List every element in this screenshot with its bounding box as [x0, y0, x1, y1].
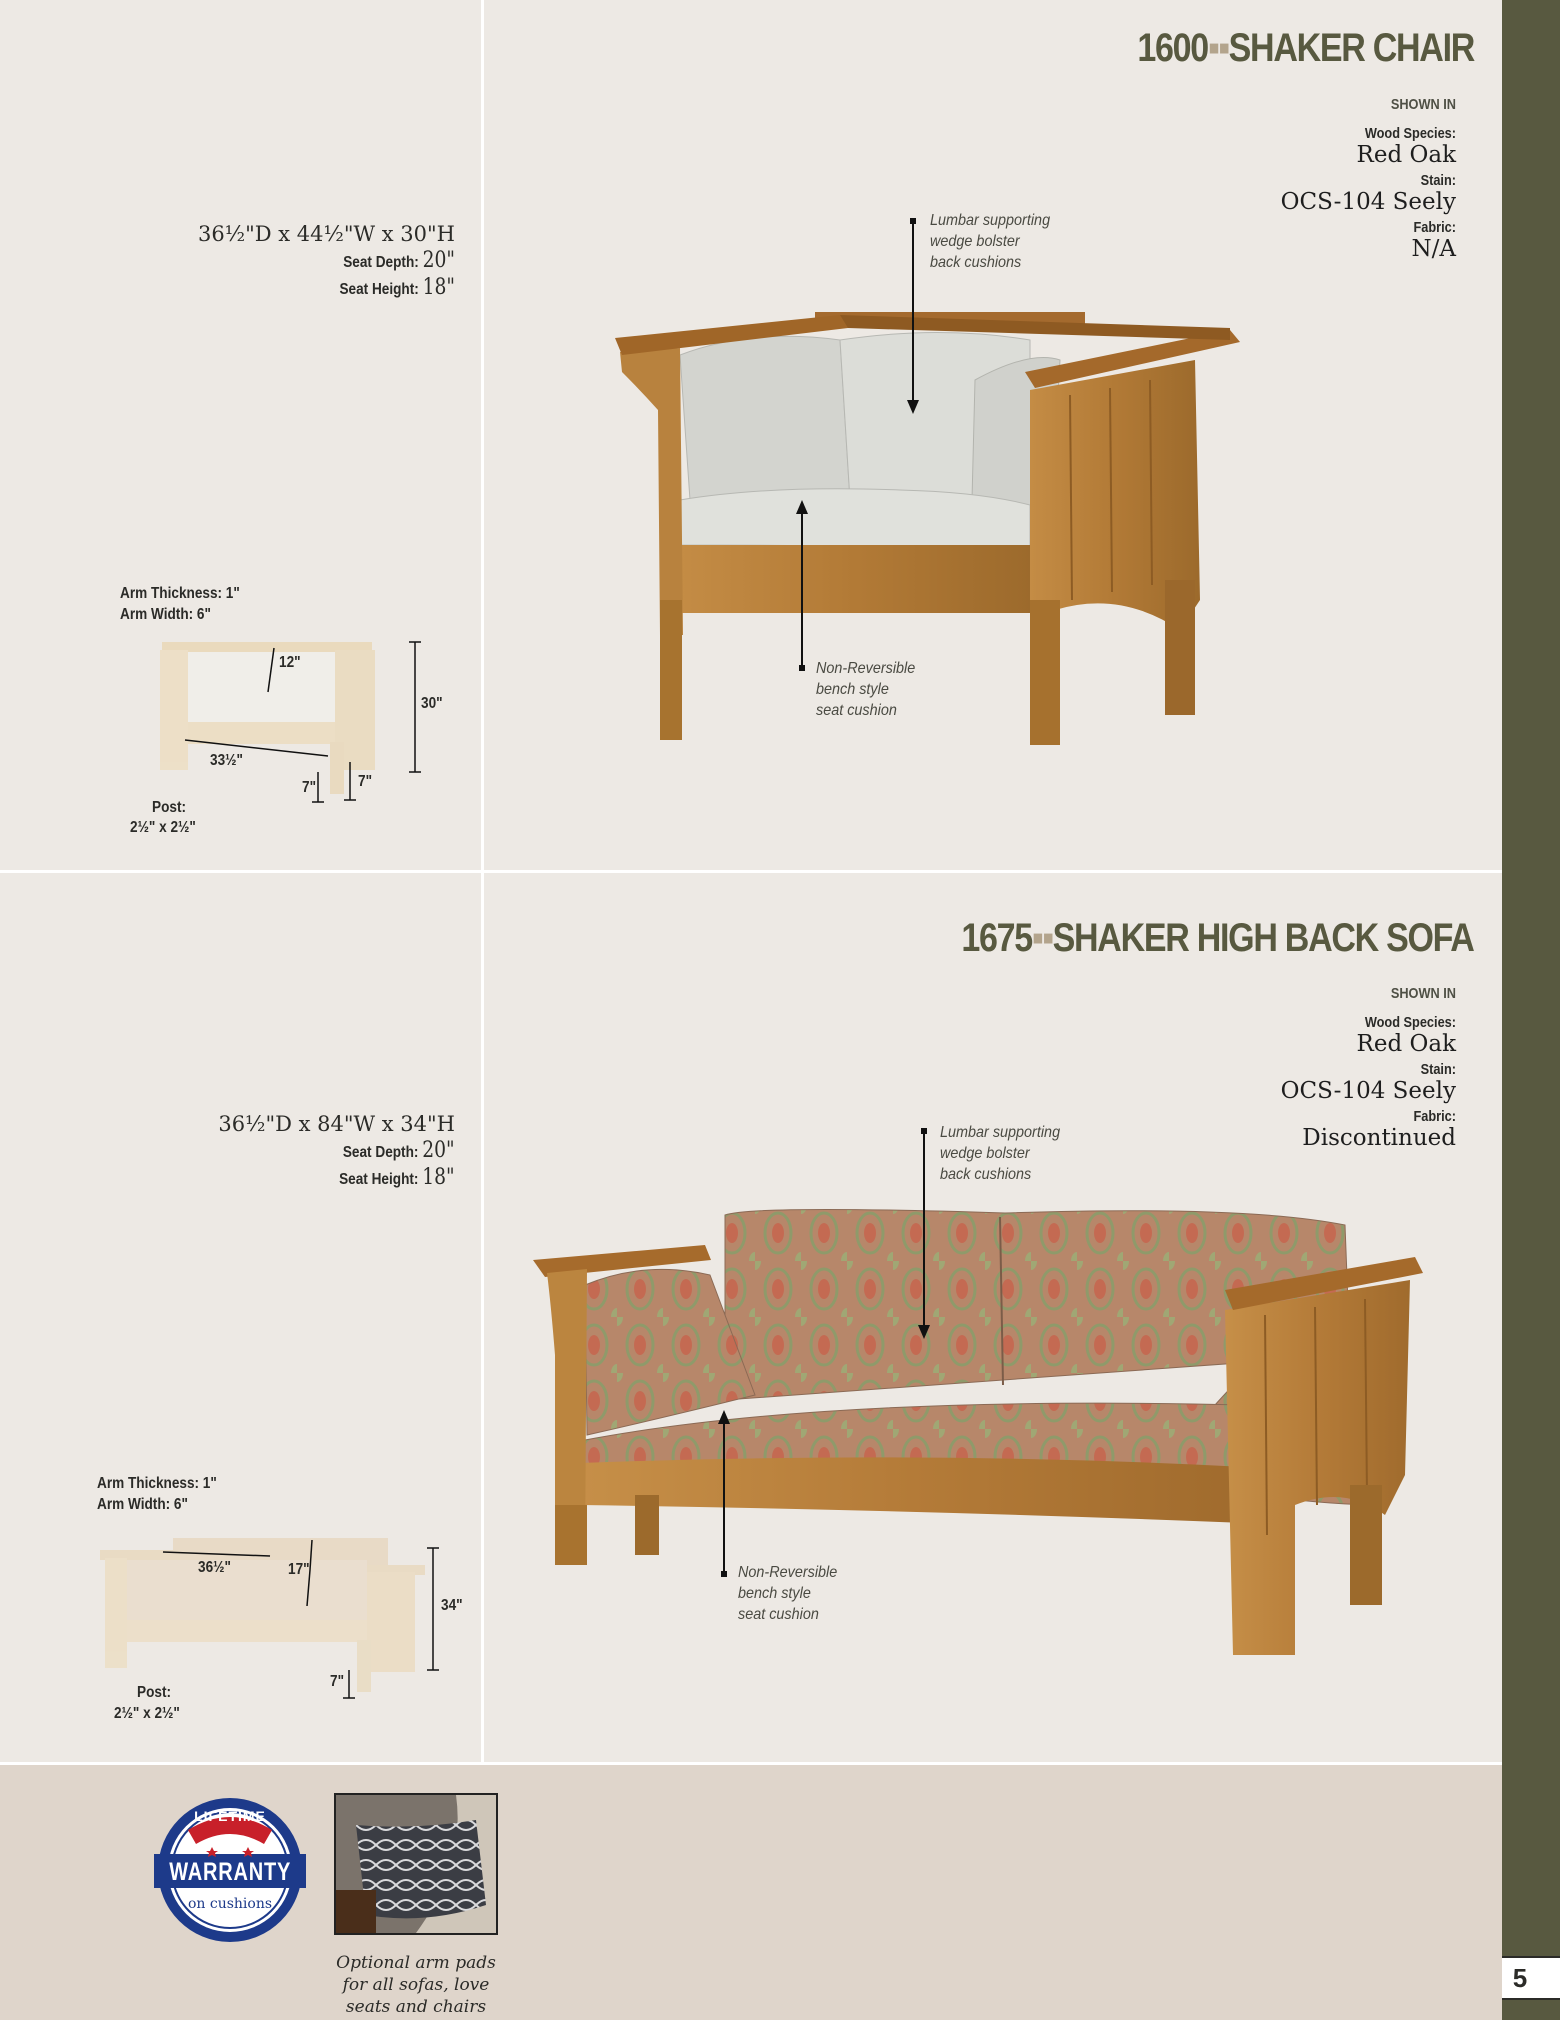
arm-pad-image	[336, 1795, 496, 1933]
stain-label: Stain:	[1420, 1061, 1456, 1078]
product-number: 1675	[961, 916, 1033, 960]
dimensions-text: 36½"D x 84"W x 34"H	[218, 1112, 455, 1136]
wood-value: Red Oak	[1356, 1031, 1456, 1057]
stain-value: OCS-104 Seely	[1280, 1078, 1456, 1104]
callout-back-cushions	[930, 210, 1050, 273]
wood-label: Wood Species:	[1364, 1014, 1456, 1031]
fabric-value: N/A	[1411, 236, 1456, 262]
seat-height-label: Seat Height:	[339, 1171, 419, 1188]
post-value: 2½" x 2½"	[130, 819, 196, 836]
title-separator: ▪▪	[1032, 916, 1054, 960]
dim-label: 17"	[288, 1561, 310, 1578]
callout-back-cushions	[940, 1122, 1060, 1185]
seat-depth-label: Seat Depth:	[343, 1144, 419, 1161]
fabric-value: Discontinued	[1302, 1125, 1456, 1151]
callout-line: Non-Reversible	[738, 1564, 838, 1581]
arm-pad-photo	[334, 1793, 498, 1935]
stain-value: OCS-104 Seely	[1280, 189, 1456, 215]
dim-label: 7"	[358, 773, 373, 790]
warranty-middle-text: WARRANTY	[169, 1858, 292, 1886]
arm-width: Arm Width: 6"	[120, 606, 211, 623]
warranty-top-text: LIFETIME	[194, 1808, 266, 1824]
callout-line: back cushions	[940, 1166, 1032, 1183]
callout-line: seat cushion	[738, 1606, 819, 1623]
post-label: Post:	[152, 799, 186, 816]
callout-line: back cushions	[930, 254, 1022, 271]
callout-seat-cushion	[816, 658, 915, 721]
page-number: 5	[1478, 1956, 1560, 2000]
dim-label: 7"	[302, 779, 317, 796]
seat-depth-value: 20"	[422, 1138, 455, 1163]
shown-in-heading: SHOWN IN	[1390, 985, 1456, 1002]
callout-line: bench style	[738, 1585, 811, 1602]
seat-depth-value: 20"	[422, 248, 455, 273]
fabric-label: Fabric:	[1413, 1108, 1456, 1125]
title-separator: ▪▪	[1207, 26, 1229, 70]
dimensions-text: 36½"D x 44½"W x 30"H	[198, 222, 455, 246]
callout-line: Lumbar supporting	[940, 1124, 1061, 1141]
arm-thickness: Arm Thickness: 1"	[120, 585, 240, 602]
dim-label: 33½"	[210, 752, 243, 769]
product-number: 1600	[1137, 26, 1208, 70]
seat-height-label: Seat Height:	[339, 281, 419, 298]
arm-pad-caption	[332, 1952, 500, 2018]
dim-label: 36½"	[198, 1559, 231, 1576]
post-label: Post:	[137, 1684, 171, 1701]
warranty-bottom-text: on cushions	[187, 1896, 273, 1912]
stain-label: Stain:	[1420, 172, 1456, 189]
product-name: SHAKER HIGH BACK SOFA	[1053, 916, 1474, 960]
callout-line: wedge bolster	[930, 233, 1020, 250]
callout-line: wedge bolster	[940, 1145, 1030, 1162]
wood-value: Red Oak	[1356, 142, 1456, 168]
seat-height-value: 18"	[422, 275, 455, 300]
callout-seat-cushion	[738, 1562, 837, 1625]
dim-label: 34"	[441, 1597, 463, 1614]
arm-width: Arm Width: 6"	[97, 1496, 188, 1513]
seat-depth-label: Seat Depth:	[343, 254, 419, 271]
post-value: 2½" x 2½"	[114, 1705, 180, 1722]
dim-label: 30"	[421, 695, 443, 712]
arm-thickness: Arm Thickness: 1"	[97, 1475, 217, 1492]
seat-height-value: 18"	[422, 1165, 455, 1190]
callout-line: bench style	[816, 681, 889, 698]
caption-line: Optional arm pads	[336, 1953, 496, 1973]
dim-label: 7"	[330, 1673, 345, 1690]
callout-line: seat cushion	[816, 702, 897, 719]
callout-line: Non-Reversible	[816, 660, 916, 677]
wood-label: Wood Species:	[1364, 125, 1456, 142]
product-name: SHAKER CHAIR	[1228, 26, 1474, 70]
shown-in-heading: SHOWN IN	[1390, 96, 1456, 113]
warranty-seal	[154, 1794, 306, 1946]
fabric-label: Fabric:	[1413, 219, 1456, 236]
dim-label: 12"	[279, 654, 301, 671]
caption-line: for all sofas, love	[342, 1975, 490, 1995]
caption-line: seats and chairs	[345, 1997, 487, 2017]
callout-line: Lumbar supporting	[930, 212, 1051, 229]
